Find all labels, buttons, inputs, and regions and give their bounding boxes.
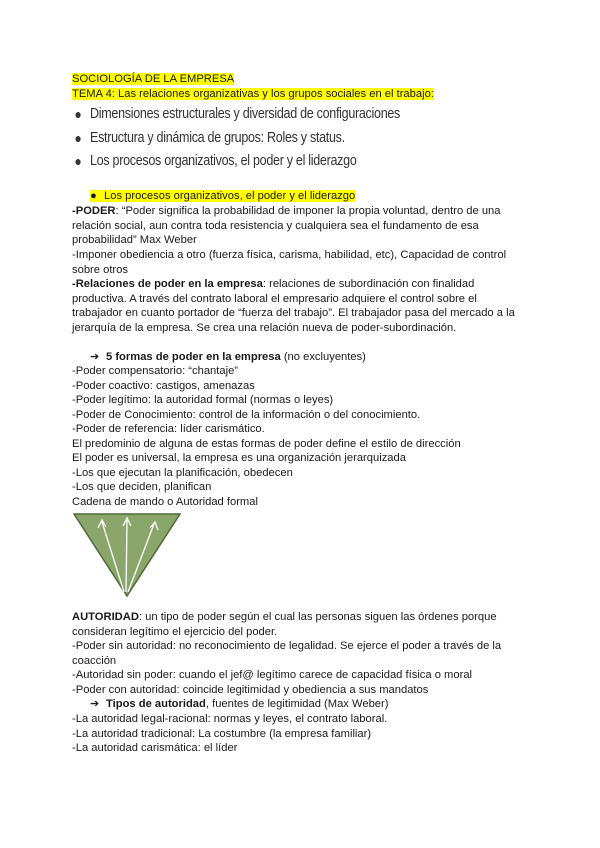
relaciones-definition: -Relaciones de poder en la empresa: relaciones de subordinación con finalidad xyxy=(72,278,475,290)
poder-definition: -PODER: “Poder significa la probabilidad de imponer la propia voluntad, dentro de una xyxy=(72,205,501,217)
text-line: jerarquía de la empresa. Se crea una relación nueva de poder-subordinación. xyxy=(72,322,457,334)
autoridad-definition: AUTORIDAD: un tipo de poder según el cual las personas siguen las órdenes porque xyxy=(72,611,497,623)
document-title: SOCIOLOGÍA DE LA EMPRESA xyxy=(72,73,235,85)
formas-heading: ➔ 5 formas de poder en la empresa (no excluyentes) xyxy=(90,351,366,363)
bullet-dot-icon: ● xyxy=(74,153,82,169)
list-item: -Poder coactivo: castigos, amenazas xyxy=(72,380,255,392)
text-line: -Los que ejecutan la planificación, obedecen xyxy=(72,467,293,479)
text-line: El predominio de alguna de estas formas de poder define el estilo de dirección xyxy=(72,438,461,450)
topic-heading: TEMA 4: Las relaciones organizativas y los grupos sociales en el trabajo: xyxy=(72,88,434,100)
list-item: -Poder sin autoridad: no reconocimiento de legalidad. Se ejerce el poder a través de la xyxy=(72,640,502,652)
bullet-dot-icon: ● xyxy=(74,130,82,146)
list-item: -Poder de referencia: líder carismático. xyxy=(72,423,265,435)
tipos-heading: ➔ Tipos de autoridad, fuentes de legitimidad (Max Weber) xyxy=(90,698,389,710)
right-arrow-icon: ➔ xyxy=(90,698,100,710)
hierarchy-triangle-icon xyxy=(72,512,182,598)
text-line: Cadena de mando o Autoridad formal xyxy=(72,496,258,508)
section-heading: ● Los procesos organizativos, el poder y el liderazgo xyxy=(90,190,356,202)
outline-item: ● Los procesos organizativos, el poder y el liderazgo xyxy=(74,153,357,169)
list-item: -Poder compensatorio: “chantaje” xyxy=(72,365,239,377)
text-line: probabilidad” Max Weber xyxy=(72,234,197,246)
outline-item: ● Estructura y dinámica de grupos: Roles y status. xyxy=(74,130,345,146)
text-line: productiva. A través del contrato laboral el empresario adquiere el control sobre el xyxy=(72,293,477,305)
outline-item: ● Dimensiones estructurales y diversidad de configuraciones xyxy=(74,106,401,122)
text-line: relación social, aun contra toda resistencia y cualquiera sea el fundamento de esa xyxy=(72,220,479,232)
list-item: -La autoridad legal-racional: normas y leyes, el contrato laboral. xyxy=(72,713,388,725)
text-line: trabajador en cuanto portador de “fuerza del trabajo”. El trabajador pasa del mercado a la xyxy=(72,307,515,319)
bullet-dot-icon: ● xyxy=(90,190,97,202)
text-line: -Imponer obediencia a otro (fuerza física, carisma, habilidad, etc), Capacidad de control xyxy=(72,249,507,261)
list-item: -Poder legítimo: la autoridad formal (normas o leyes) xyxy=(72,394,334,406)
bullet-dot-icon: ● xyxy=(74,106,82,122)
text-line: -Los que deciden, planifican xyxy=(72,481,212,493)
text-line: sobre otros xyxy=(72,264,128,276)
list-item: -Poder de Conocimiento: control de la información o del conocimiento. xyxy=(72,409,421,421)
text-line: coacción xyxy=(72,655,117,667)
list-item: -La autoridad tradicional: La costumbre (la empresa familiar) xyxy=(72,728,372,740)
list-item: -La autoridad carismática: el líder xyxy=(72,742,238,754)
list-item: -Poder con autoridad: coincide legitimidad y obediencia a sus mandatos xyxy=(72,684,429,696)
text-line: consideran legítimo el ejercicio del poder. xyxy=(72,626,278,638)
text-line: El poder es universal, la empresa es una organización jerarquizada xyxy=(72,452,406,464)
right-arrow-icon: ➔ xyxy=(90,351,100,363)
list-item: -Autoridad sin poder: cuando el jef@ legítimo carece de capacidad física o moral xyxy=(72,669,473,681)
